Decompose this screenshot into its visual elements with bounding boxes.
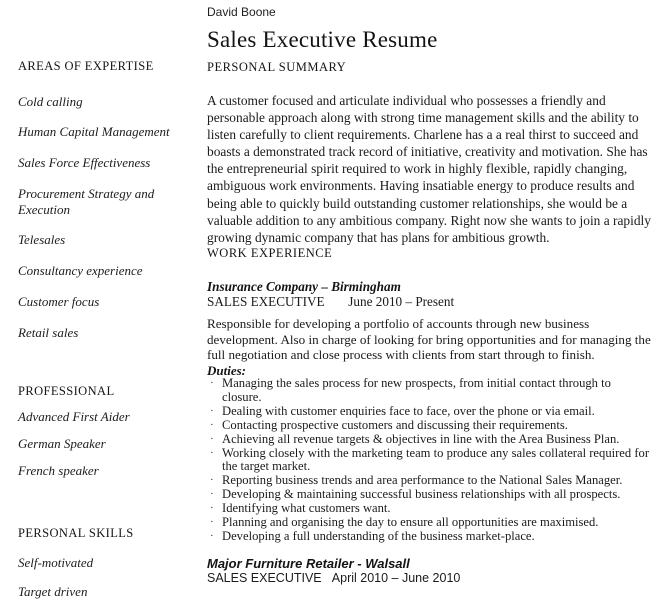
job-company: Insurance Company – Birmingham	[207, 279, 401, 294]
sidebar-item-retail-sales: Retail sales	[18, 325, 79, 340]
sidebar-item-self-motivated: Self-motivated	[18, 555, 94, 570]
duty-item: · Identifying what customers want.	[207, 502, 652, 516]
sidebar-item-german-speaker: German Speaker	[18, 436, 106, 451]
sidebar-heading-areas-of-expertise: AREAS OF EXPERTISE	[18, 59, 154, 73]
sidebar-item-sales-force: Sales Force Effectiveness	[18, 155, 151, 170]
duty-item: · Planning and organising the day to ensure all opportunities are maximised.	[207, 516, 652, 530]
sidebar-heading-professional: PROFESSIONAL	[18, 384, 115, 398]
duty-item: · Dealing with customer enquiries face to face, over the phone or via email.	[207, 405, 652, 419]
sidebar-item-procurement: Procurement Strategy and Execution	[18, 186, 155, 217]
sidebar	[18, 0, 193, 604]
duty-item: · Contacting prospective customers and discussing their requirements.	[207, 419, 652, 433]
sidebar-item-consultancy: Consultancy experience	[18, 263, 143, 278]
resume-title: Sales Executive Resume	[207, 27, 438, 52]
job-dates: June 2010 – Present	[348, 294, 455, 309]
job-role-line	[207, 294, 454, 310]
sidebar-item-french-speaker: French speaker	[18, 463, 99, 478]
job-role-line	[207, 571, 460, 585]
job-role: SALES EXECUTIVE	[207, 294, 325, 309]
sidebar-item-customer-focus: Customer focus	[18, 294, 100, 309]
sidebar-item-cold-calling: Cold calling	[18, 94, 83, 109]
sidebar-item-telesales: Telesales	[18, 232, 66, 247]
duty-item: · Managing the sales process for new prospects, from initial contact through to closure.	[207, 377, 652, 405]
sidebar-heading-personal-skills: PERSONAL SKILLS	[18, 526, 134, 540]
section-heading-work-experience: WORK EXPERIENCE	[207, 246, 333, 260]
personal-summary-paragraph: A customer focused and articulate individual who possesses a friendly and personable approach along with strong time management skills and the ability to listen carefully to client requirements. Charlene has a a real thirst to succeed and boasts a demonstrated track record of initiative, creativity and motivation. She has the entrepreneurial spirit required to work in highly flexible, rapidly changing, ambiguous work environments. Having insatiable energy to produce results and being able to quickly build outstanding customer relationships, she would be a valuable addition to any ambitious company. Right now she wants to join a rapidly growing dynamic company that has plans for ambitious growth.	[207, 93, 651, 245]
sidebar-item-first-aider: Advanced First Aider	[18, 409, 130, 424]
duty-item: · Achieving all revenue targets & objectives in line with the Area Business Plan.	[207, 433, 652, 447]
sidebar-item-human-capital: Human Capital Management	[18, 124, 170, 139]
job-description: Responsible for developing a portfolio of accounts through new business development. Also in charge of looking for bring opportunities and for managing the full negotiation and close process with clients from start through to finish.	[207, 316, 651, 363]
duty-item: · Reporting business trends and area performance to the National Sales Manager.	[207, 474, 652, 488]
applicant-name: David Boone	[207, 5, 276, 19]
sidebar-item-target-driven: Target driven	[18, 584, 88, 599]
main-content	[207, 0, 649, 604]
duty-item: · Developing & maintaining successful business relationships with all prospects.	[207, 488, 652, 502]
duties-list	[207, 377, 652, 544]
job-company: Major Furniture Retailer - Walsall	[207, 556, 410, 571]
duty-item: · Developing a full understanding of the business market-place.	[207, 530, 652, 544]
section-heading-personal-summary: PERSONAL SUMMARY	[207, 60, 347, 74]
job-role: SALES EXECUTIVE	[207, 571, 322, 585]
duties-label: Duties:	[207, 363, 246, 378]
duty-item: · Working closely with the marketing team to produce any sales collateral required for the target market.	[207, 447, 652, 475]
job-dates: April 2010 – June 2010	[331, 571, 461, 585]
